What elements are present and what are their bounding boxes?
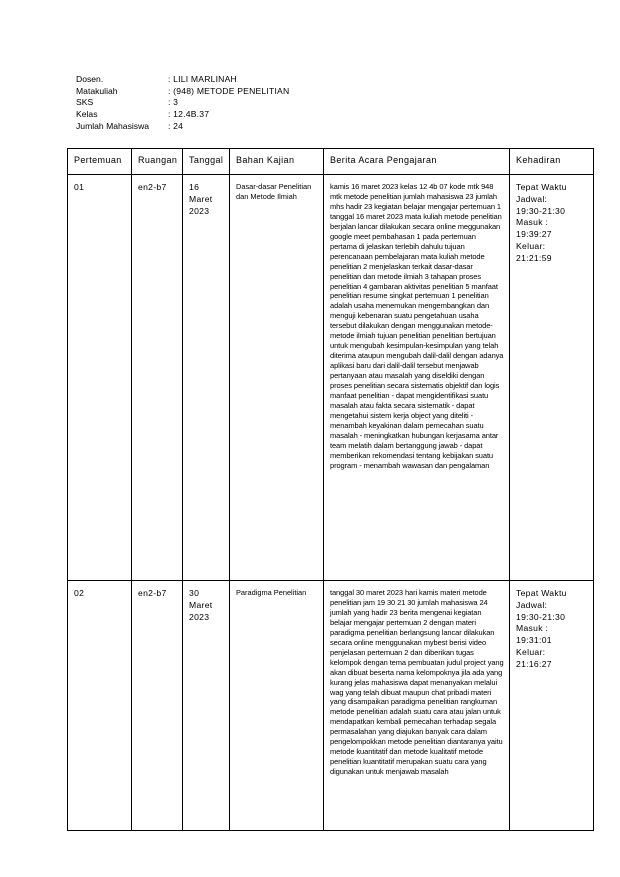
kehadiran-jadwal-value: 19:30-21:30 bbox=[516, 205, 566, 216]
info-row-jumlah-mahasiswa bbox=[76, 121, 289, 133]
cell-kehadiran bbox=[510, 581, 594, 831]
tanggal-year: 2023 bbox=[189, 611, 210, 622]
info-value: : 3 bbox=[168, 97, 179, 108]
info-value: : (948) METODE PENELITIAN bbox=[168, 85, 290, 96]
info-label: Kelas bbox=[76, 109, 98, 120]
cell-bahan-kajian: Paradigma Penelitian bbox=[230, 581, 324, 831]
kehadiran-jadwal-value: 19:30-21:30 bbox=[516, 611, 566, 622]
kehadiran-masuk-label: Masuk : bbox=[516, 217, 549, 228]
kehadiran-status: Tepat Waktu bbox=[516, 182, 567, 192]
cell-tanggal bbox=[183, 175, 230, 581]
table-row bbox=[68, 581, 594, 831]
header-bahan-kajian: Bahan Kajian bbox=[230, 149, 324, 175]
info-label: Jumlah Mahasiswa bbox=[76, 120, 150, 131]
header-berita-acara: Berita Acara Pengajaran bbox=[324, 149, 510, 175]
tanggal-year: 2023 bbox=[189, 205, 210, 216]
info-value: : 12.4B.37 bbox=[168, 109, 210, 120]
kehadiran-jadwal-label: Jadwal: bbox=[516, 193, 548, 204]
info-row-kelas bbox=[76, 109, 289, 121]
cell-bahan-kajian: Dasar-dasar Penelitian dan Metode Ilmiah bbox=[230, 175, 324, 581]
teaching-journal-table bbox=[67, 148, 594, 831]
cell-berita-acara: kamis 16 maret 2023 kelas 12 4b 07 kode mtk 948 mtk metode penelitian jumlah mahasiswa 23 jumlah mhs hadir 23 kegiatan belajar mengajar pertemuan 1 tanggal 16 maret 2023 mata kuliah metode penelitian berjalan lancar dilakukan secara online meggunakan google meet pembahasan 1 pada pertemuan pertama di jelaskan terlebih dahulu tujuan perencanaan pembelajaran mata kuliah metode penelitian 2 menjelaskan terkait dasar-dasar penelitian dan metode ilmiah 3 tahapan proses penelitian 4 gambaran aktivitas penelitian 5 manfaat penelitian resume singkat pertemuan 1 penelitian adalah usaha menemukan mengembangkan dan menguji kebenaran suatu pengetahuan usaha tersebut dilakukan dengan menggunakan metode-metode ilmiah tujuan penelitian penelitian bertujuan untuk mengubah kesimpulan-kesimpulan yang telah diterima ataupun mengubah dalil-dalil dengan adanya aplikasi baru dari dalil-dalil tersebut menjawab pertanyaan atau masalah yang diseldiki dengan proses penelitian secara sistematis objektif dan logis manfaat penelitian - dapat mengidentifikasi suatu masalah atau fakta secara sistematik - dapat mengetahui sistem kerja object yang diteliti - menambah keyakinan dalam pemecahan suatu masalah - meningkatkan hubungan kerjasama antar team melatih dalam bertanggung jawab - dapat memberikan rekomendasi tentang kebijakan suatu program - menambah wawasan dan pengalaman bbox=[324, 175, 510, 581]
kehadiran-jadwal-label: Jadwal: bbox=[516, 599, 548, 610]
info-label: SKS bbox=[76, 97, 94, 108]
course-info bbox=[76, 74, 289, 133]
cell-pertemuan: 01 bbox=[68, 175, 132, 581]
tanggal-month: Maret bbox=[189, 599, 213, 610]
cell-tanggal bbox=[183, 581, 230, 831]
header-kehadiran: Kehadiran bbox=[510, 149, 594, 175]
info-row-dosen bbox=[76, 74, 289, 86]
tanggal-day: 30 bbox=[189, 588, 200, 598]
cell-pertemuan: 02 bbox=[68, 581, 132, 831]
kehadiran-masuk-value: 19:39:27 bbox=[516, 229, 552, 240]
cell-kehadiran bbox=[510, 175, 594, 581]
info-row-matakuliah bbox=[76, 86, 289, 98]
tanggal-month: Maret bbox=[189, 193, 213, 204]
info-value: : LILI MARLINAH bbox=[168, 74, 237, 84]
kehadiran-keluar-label: Keluar: bbox=[516, 240, 546, 251]
header-ruangan: Ruangan bbox=[132, 149, 183, 175]
info-value: : 24 bbox=[168, 120, 184, 131]
header-pertemuan: Pertemuan bbox=[68, 149, 132, 175]
info-label: Matakuliah bbox=[76, 85, 118, 96]
cell-ruangan: en2-b7 bbox=[132, 175, 183, 581]
kehadiran-masuk-value: 19:31:01 bbox=[516, 635, 552, 646]
kehadiran-keluar-value: 21:21:59 bbox=[516, 252, 552, 263]
table-header-row bbox=[68, 149, 594, 175]
cell-ruangan: en2-b7 bbox=[132, 581, 183, 831]
kehadiran-keluar-value: 21:16:27 bbox=[516, 658, 552, 669]
kehadiran-status: Tepat Waktu bbox=[516, 588, 567, 598]
cell-berita-acara: tanggal 30 maret 2023 hari kamis materi metode penelitian jam 19 30 21 30 jumlah mahasiswa 24 jumlah yang hadir 23 berita mengenai kegiatan belajar mengajar pertemuan 2 dengan materi paradigma penelitian berlangsung lancar dilakukan secara online menggunakan mybest berisi video penjelasan pertemuan 2 dan diberikan tugas kelompok dengan tema pembuatan judul project yang akan dibuat beserta nama kelompoknya jila ada yang kurang jelas mahasiswa dapat menanyakan melalui wag yang telah dibuat maupun chat pribadi materi yang disampaikan paradigma penelitian rangkuman metode penelitian adalah suatu cara atau jalan untuk mendapatkan kembali pemecahan terhadap segala permasalahan yang diajukan banyak cara dalam pengelompokkan metode penelitian diantaranya yaitu metode kuantitatif dan metode kualitatif metode penelitian kuantitatif merupakan suatu cara yang digunakan untuk menjawab masalah bbox=[324, 581, 510, 831]
table-row bbox=[68, 175, 594, 581]
tanggal-day: 16 bbox=[189, 182, 200, 192]
info-label: Dosen. bbox=[76, 74, 104, 84]
header-tanggal: Tanggal bbox=[183, 149, 230, 175]
kehadiran-keluar-label: Keluar: bbox=[516, 646, 546, 657]
info-row-sks bbox=[76, 97, 289, 109]
kehadiran-masuk-label: Masuk : bbox=[516, 623, 549, 634]
